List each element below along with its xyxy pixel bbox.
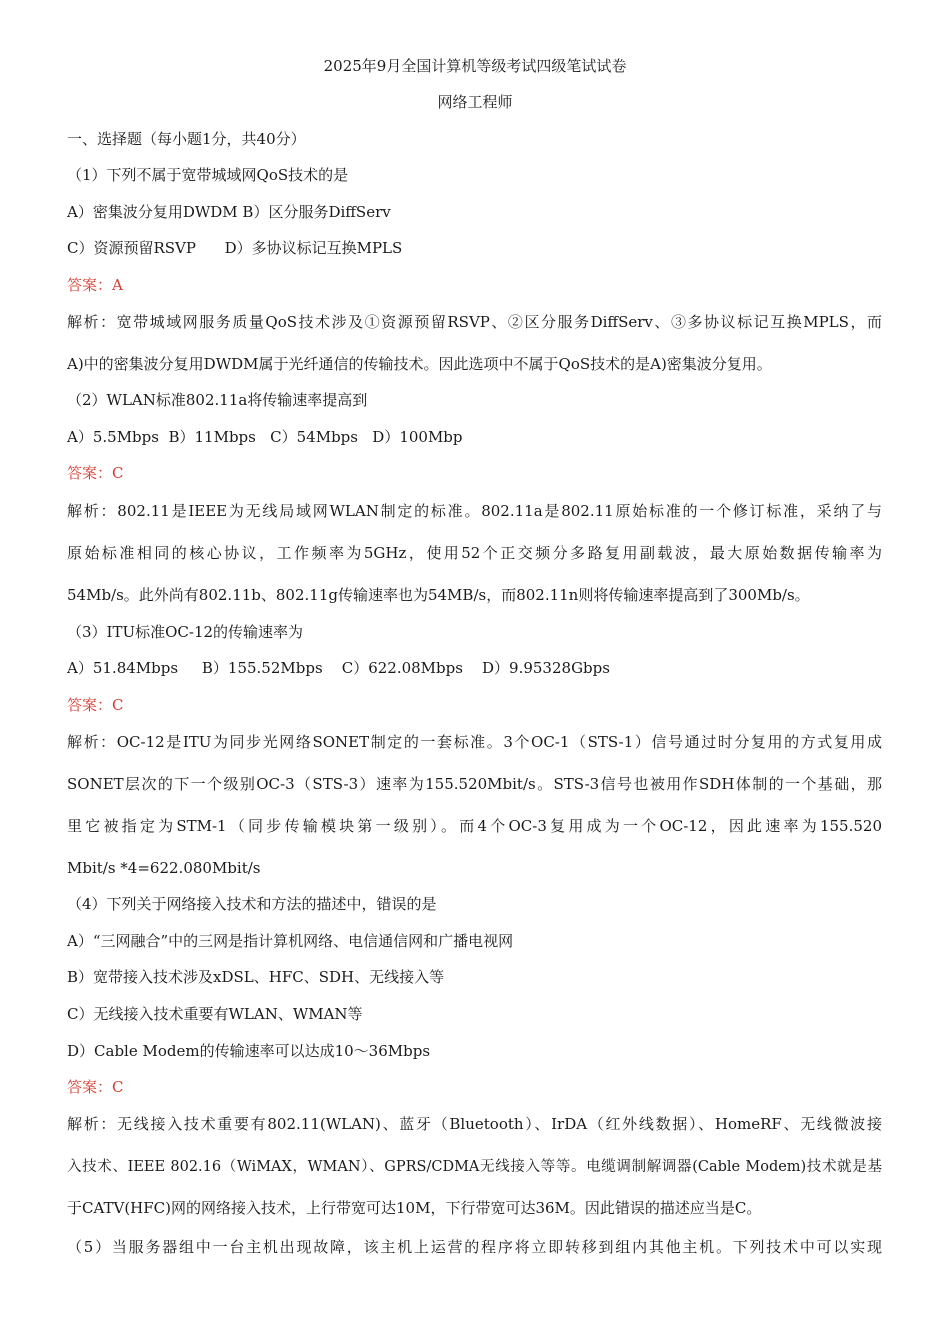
page-subtitle: 网络工程师 [437,93,513,111]
option-d: D）Cable Modem的传输速率可以达成10～36Mbps [67,1042,431,1060]
explanation-line: 里它被指定为STM-1（同步传输模块第一级别）。而4个OC-3复用成为一个OC-12，因此速率为155.520 [67,817,882,835]
question-stem: （1）下列不属于宽带城域网QoS技术的是 [67,166,349,184]
explanation-line: 入技术、IEEE 802.16（WiMAX，WMAN）、GPRS/CDMA无线接入等等。电缆调制解调器(Cable Modem)技术就是基 [67,1159,882,1175]
page-title: 2025年9月全国计算机等级考试四级笔试试卷 [323,57,627,75]
explanation-line: 解析：802.11是IEEE为无线局域网WLAN制定的标准。802.11a是802.11原始标准的一个修订标准，采纳了与 [67,502,882,520]
question-stem: （2）WLAN标准802.11a将传输速率提高到 [67,391,368,409]
answer: 答案：C [67,1078,124,1096]
section-heading: 一、选择题（每小题1分，共40分） [67,130,306,148]
explanation-line: 解析：OC-12是ITU为同步光网络SONET制定的一套标准。3个OC-1（STS-1）信号通过时分复用的方式复用成 [67,733,882,751]
answer: 答案：C [67,696,124,714]
explanation-line: 54Mb/s。此外尚有802.11b、802.11g传输速率也为54MB/s，而802.11n则将传输速率提高到了300Mb/s。 [67,586,810,604]
option-a: A）“三网融合”中的三网是指计算机网络、电信通信网和广播电视网 [67,932,514,950]
explanation-line: Mbit/s *4=622.080Mbit/s [67,859,261,877]
options-line: A）密集波分复用DWDM B）区分服务DiffServ [67,203,391,221]
question-stem: （4）下列关于网络接入技术和方法的描述中，错误的是 [67,895,437,913]
answer: 答案：C [67,464,124,482]
answer: 答案：A [67,276,123,294]
explanation-line: SONET层次的下一个级别OC-3（STS-3）速率为155.520Mbit/s。STS-3信号也被用作SDH体制的一个基础，那 [67,775,882,793]
options-line: A）5.5Mbps B）11Mbps C）54Mbps D）100Mbp [67,428,463,446]
options-line: C）资源预留RSVP D）多协议标记互换MPLS [67,239,403,257]
explanation-line: A)中的密集波分复用DWDM属于光纤通信的传输技术。因此选项中不属于QoS技术的是A)密集波分复用。 [67,355,772,373]
question-stem: （5）当服务器组中一台主机出现故障，该主机上运营的程序将立即转移到组内其他主机。下列技术中可以实现 [67,1238,882,1256]
option-c: C）无线接入技术重要有WLAN、WMAN等 [67,1005,363,1023]
explanation-line: 于CATV(HFC)网的网络接入技术，上行带宽可达10M，下行带宽可达36M。因此错误的描述应当是C。 [67,1199,762,1217]
explanation-line: 原始标准相同的核心协议，工作频率为5GHz，使用52个正交频分多路复用副载波，最大原始数据传输率为 [67,544,882,562]
option-b: B）宽带接入技术涉及xDSL、HFC、SDH、无线接入等 [67,968,445,986]
question-stem: （3）ITU标准OC-12的传输速率为 [67,623,304,641]
explanation-line: 解析：无线接入技术重要有802.11(WLAN)、蓝牙（Bluetooth）、IrDA（红外线数据）、HomeRF、无线微波接 [67,1115,882,1133]
explanation-line: 解析：宽带城域网服务质量QoS技术涉及①资源预留RSVP、②区分服务DiffServ、③多协议标记互换MPLS，而 [67,313,882,331]
options-line: A）51.84Mbps B）155.52Mbps C）622.08Mbps D）9.95328Gbps [67,659,610,677]
